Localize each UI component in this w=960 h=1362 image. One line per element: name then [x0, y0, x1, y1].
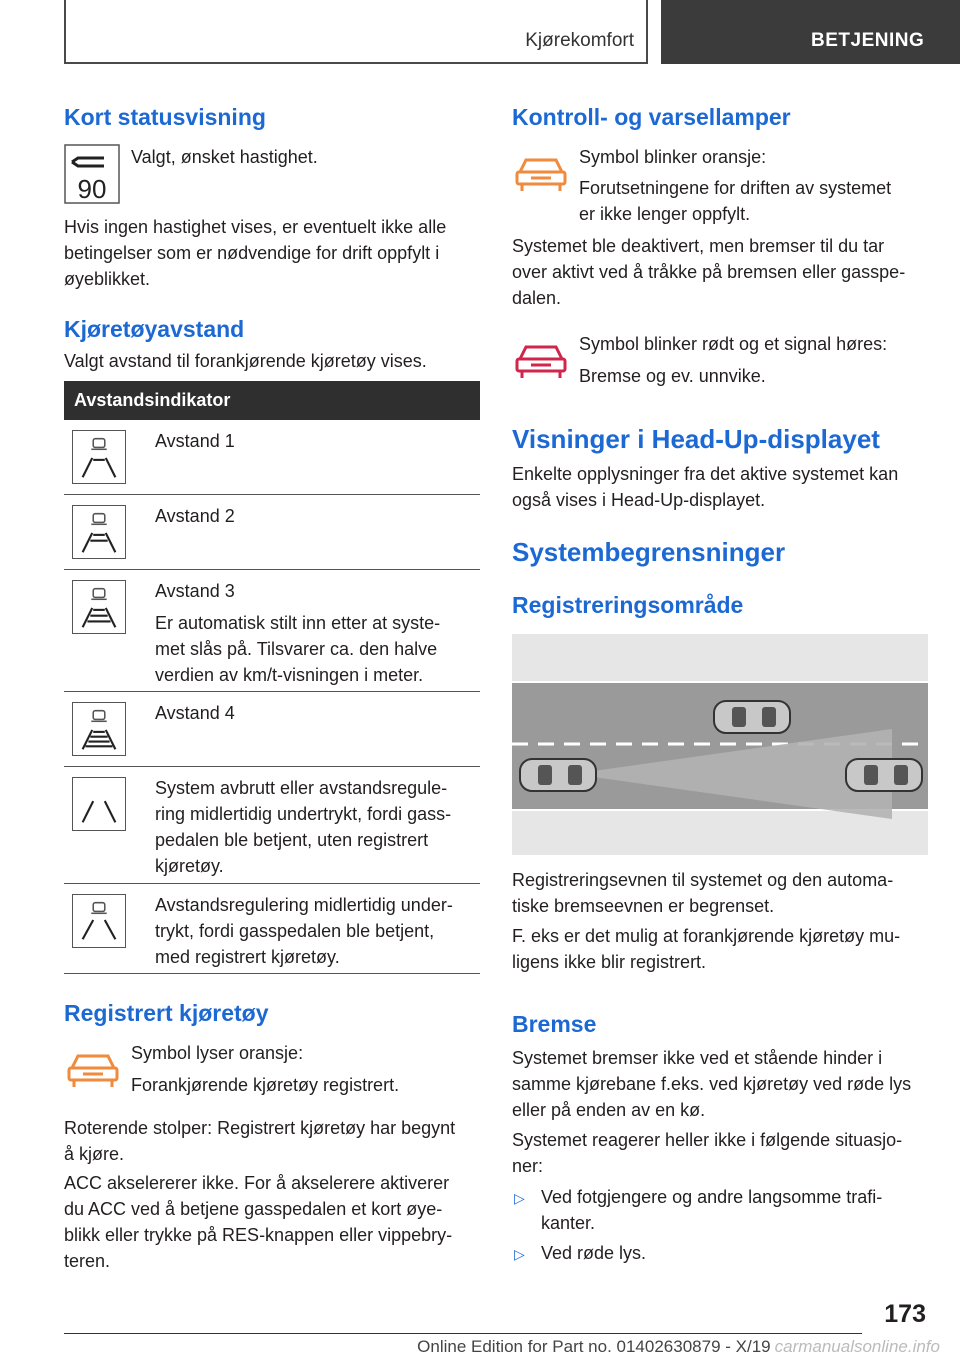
lamp-orange-line2: Forutsetningene for driften av systemet er ikke lenger oppfylt. — [579, 178, 892, 224]
distance-heading: Kjøretøyavstand — [64, 316, 245, 342]
limits-heading: Systembegrensninger — [512, 537, 786, 567]
brake-para-1: Systemet bremser ikke ved et stående hinder i samme kjørebane f.eks. ved kjøretøy ved røde lys eller på enden av en kø. — [512, 1048, 912, 1120]
lamps-heading: Kontroll- og varsellamper — [512, 104, 791, 130]
limits-para-2: F. eks er det mulig at forankjørende kjøretøy mu- ligens ikke blir registrert. — [512, 926, 901, 972]
table-row — [64, 420, 480, 495]
vehicle-orange-icon — [66, 1050, 120, 1090]
header-section-title: Kjørekomfort — [525, 30, 634, 51]
distance-4-icon — [72, 702, 126, 756]
vehicle-orange-warning-icon — [514, 154, 568, 194]
registered-heading: Registrert kjøretøy — [64, 1000, 269, 1026]
registered-icon-line1: Symbol lyser oransje: — [131, 1043, 304, 1063]
header-section-box — [64, 0, 648, 64]
row-label: Avstand 2 — [155, 506, 235, 526]
limits-para-1: Registreringsevnen til systemet og den automa- tiske bremseevnen er begrenset. — [512, 870, 894, 916]
registered-para-2: ACC akselererer ikke. For å akselerere aktiverer du ACC ved å betjene gasspedalen et kort øye- blikk eller trykke på RES-knappen eller vippebry- teren. — [64, 1173, 453, 1271]
lamp-red-line1: Symbol blinker rødt og et signal høres: — [579, 334, 888, 354]
brake-heading: Bremse — [512, 1011, 597, 1037]
bullet-item: Ved røde lys. — [541, 1243, 647, 1263]
bullet-arrow-icon: ▷ — [514, 1246, 525, 1262]
row-label: System avbrutt eller avstandsregule- ring midlertidig undertrykt, fordi gass- pedalen ble betjent, uten registrert kjøretøy. — [155, 778, 452, 876]
header-chapter-box — [661, 0, 960, 64]
lamp-red-line2: Bremse og ev. unnvike. — [579, 366, 766, 386]
table-row — [64, 767, 480, 884]
svg-text:90: 90 — [77, 174, 107, 204]
distance-intro: Valgt avstand til forankjørende kjøretøy vises. — [64, 351, 427, 371]
distance-1-icon — [72, 430, 126, 484]
distance-table — [64, 381, 480, 974]
acc-interrupted-icon — [72, 777, 126, 831]
table-row — [64, 692, 480, 767]
row-label: Avstand 3 Er automatisk stilt inn etter at syste- met slås på. Tilsvarer ca. den halve verdien av km/t-visningen i meter. — [155, 581, 441, 685]
brake-para-2: Systemet reagerer heller ikke i følgende situasjo- ner: — [512, 1130, 903, 1176]
registered-icon-line2: Forankjørende kjøretøy registrert. — [131, 1075, 400, 1095]
hud-paragraph: Enkelte opplysninger fra det aktive systemet kan også vises i Head-Up-displayet. — [512, 464, 899, 510]
bullet-arrow-icon: ▷ — [514, 1190, 525, 1206]
vehicle-red-warning-icon — [514, 341, 568, 381]
table-row — [64, 495, 480, 570]
lamps-paragraph: Systemet ble deaktivert, men bremser til du tar over aktivt ved å tråkke på bremsen eller gasspe- dalen. — [512, 236, 906, 308]
row-label: Avstand 1 — [155, 431, 235, 451]
page-number: 173 — [884, 1300, 926, 1328]
distance-2-icon — [72, 505, 126, 559]
registered-para-1: Roterende stolper: Registrert kjøretøy har begynt å kjøre. — [64, 1118, 456, 1164]
distance-3-icon — [72, 580, 126, 634]
header-chapter-title: BETJENING — [811, 30, 925, 51]
speedometer-90-icon — [64, 144, 120, 204]
acc-suppressed-vehicle-icon — [72, 894, 126, 948]
table-header: Avstandsindikator — [64, 381, 480, 420]
lamp-orange-line1: Symbol blinker oransje: — [579, 147, 767, 167]
table-row — [64, 884, 480, 974]
footer-divider — [64, 1333, 862, 1334]
detection-area-heading: Registreringsområde — [512, 592, 744, 618]
row-label: Avstandsregulering midlertidig under- trykt, fordi gasspedalen ble betjent, med registrert kjøretøy. — [155, 895, 453, 967]
bullet-item: Ved fotgjengere og andre langsomme trafi- kanter. — [541, 1187, 883, 1233]
footer-edition: Online Edition for Part no. 01402630879 - X/19 carmanualsonline.info — [417, 1337, 940, 1356]
table-row — [64, 570, 480, 692]
status-icon-text: Valgt, ønsket hastighet. — [131, 147, 318, 167]
detection-area-illustration — [512, 634, 928, 855]
watermark: carmanualsonline.info — [774, 1337, 940, 1356]
row-label: Avstand 4 — [155, 703, 235, 723]
status-heading: Kort statusvisning — [64, 104, 266, 130]
status-paragraph: Hvis ingen hastighet vises, er eventuelt ikke alle betingelser som er nødvendige for drift oppfylt i øyeblikket. — [64, 217, 447, 289]
hud-heading: Visninger i Head-Up-displayet — [512, 424, 880, 454]
